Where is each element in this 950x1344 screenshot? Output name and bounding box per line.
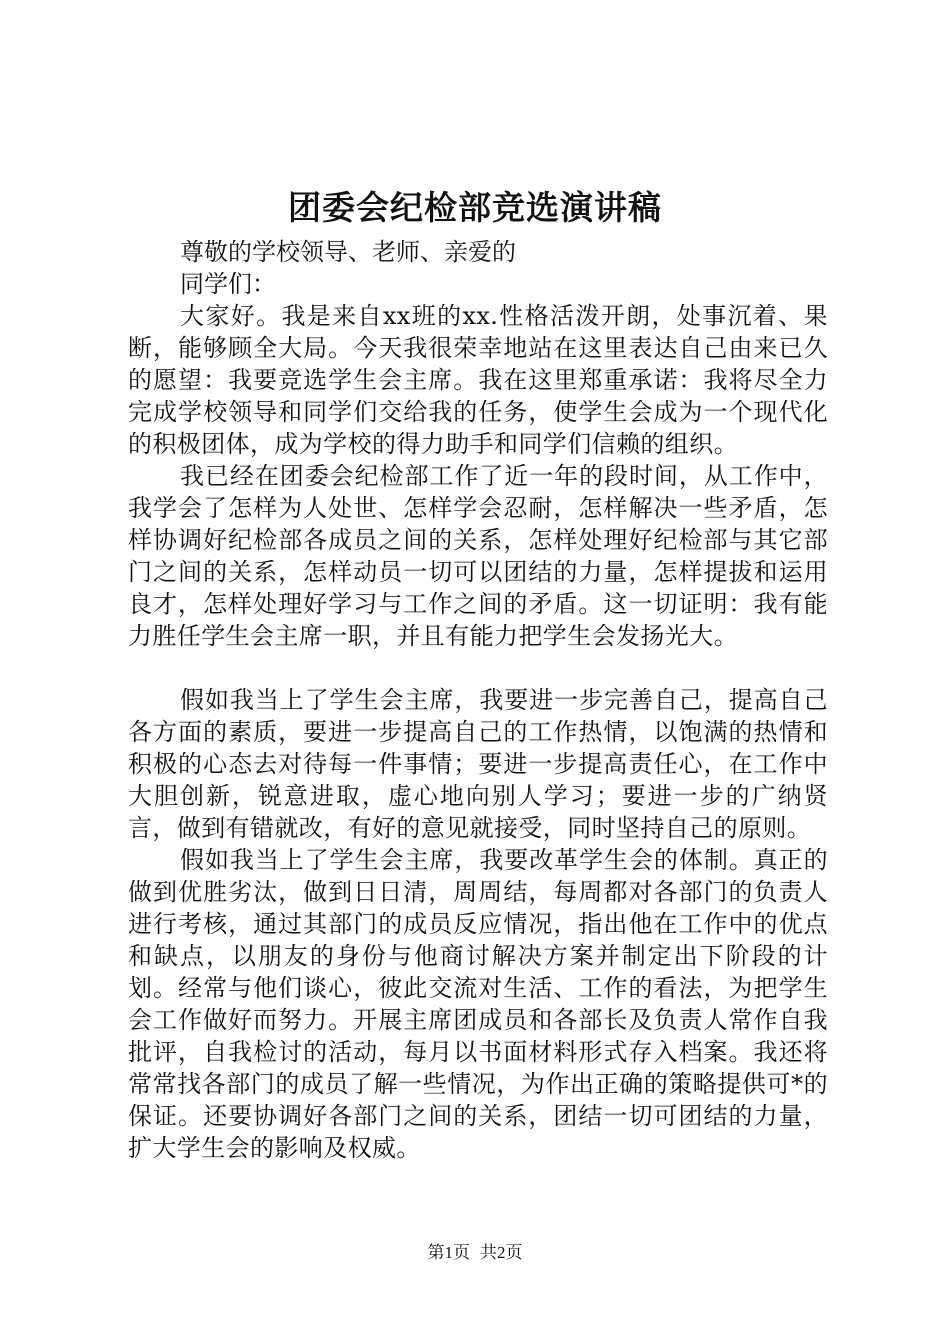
page-footer <box>0 1242 950 1264</box>
page-number: 第1页 <box>427 1243 470 1262</box>
document-title: 团委会纪检部竞选演讲稿 <box>288 188 662 227</box>
salutation-line-1: 尊敬的学校领导、老师、亲爱的 <box>180 238 516 266</box>
paragraph-introduction: 大家好。我是来自xx班的xx.性格活泼开朗，处事沉着、果断，能够顾全大局。今天我很荣幸地站在这里表达自己由来已久的愿望：我要竞选学生会主席。我在这里郑重承诺：我将尽全力完成学校领导和同学们交给我的任务，使学生会成为一个现代化的积极团体，成为学校的得力助手和同学们信赖的组织。 <box>128 302 828 458</box>
paragraph-experience: 我已经在团委会纪检部工作了近一年的段时间，从工作中，我学会了怎样为人处世、怎样学会忍耐，怎样解决一些矛盾，怎样协调好纪检部各成员之间的关系，怎样处理好纪检部与其它部门之间的关系，怎样动员一切可以团结的力量，怎样提拔和运用良才，怎样处理好学习与工作之间的矛盾。这一切证明：我有能力胜任学生会主席一职，并且有能力把学生会发扬光大。 <box>128 462 828 650</box>
paragraph-reform: 假如我当上了学生会主席，我要改革学生会的体制。真正的做到优胜劣汰，做到日日清，周周结，每周都对各部门的负责人进行考核，通过其部门的成员反应情况，指出他在工作中的优点和缺点，以朋友的身份与他商讨解决方案并制定出下阶段的计划。经常与他们谈心，彼此交流对生活、工作的看法，为把学生会工作做好而努力。开展主席团成员和各部长及负责人常作自我批评，自我检讨的活动，每月以书面材料形式存入档案。我还将常常找各部门的成员了解一些情况，为作出正确的策略提供可*的保证。还要协调好各部门之间的关系，团结一切可团结的力量，扩大学生会的影响及权威。 <box>128 846 828 1162</box>
paragraph-self-improvement: 假如我当上了学生会主席，我要进一步完善自己，提高自己各方面的素质，要进一步提高自己的工作热情，以饱满的热情和积极的心态去对待每一件事情；要进一步提高责任心，在工作中大胆创新，锐意进取，虚心地向别人学习；要进一步的广纳贤言，做到有错就改，有好的意见就接受，同时坚持自己的原则。 <box>128 686 828 842</box>
document-body <box>128 236 828 1164</box>
page-total: 共2页 <box>480 1243 523 1262</box>
salutation-line-2: 同学们： <box>180 270 276 298</box>
